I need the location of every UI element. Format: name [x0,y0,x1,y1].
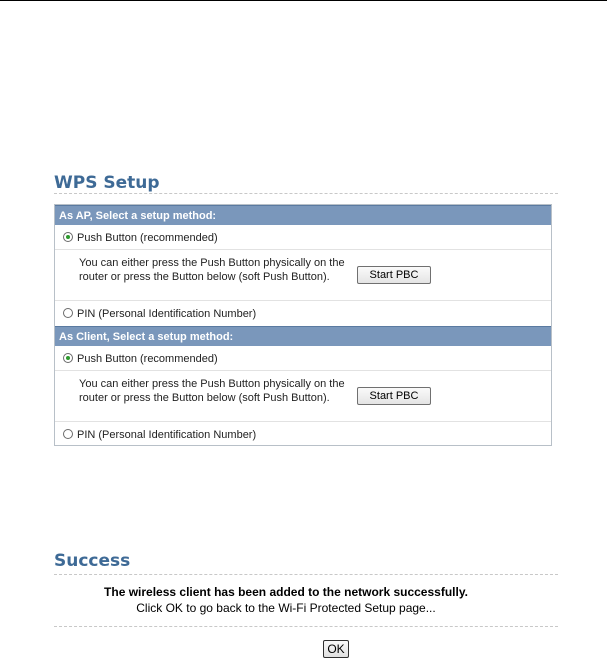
ap-push-button-option[interactable] [55,226,551,250]
wps-setup-panel [54,204,552,446]
wps-setup-title: WPS Setup [54,173,160,193]
client-push-button-label: Push Button (recommended) [77,353,218,365]
ap-pbc-description: You can either press the Push Button physically on the router or press the Button below (soft Push Button). [79,257,345,283]
success-message-bold: The wireless client has been added to the network successfully. [104,585,468,599]
success-bottom-divider [54,626,558,627]
ap-start-pbc-button[interactable]: Start PBC [357,266,431,284]
ok-button[interactable]: OK [323,640,349,658]
top-border [0,0,607,1]
title-divider [54,193,558,194]
success-title-divider [54,574,558,575]
ap-pin-radio[interactable] [63,308,73,318]
ap-pin-option[interactable] [55,302,551,326]
ap-push-button-label: Push Button (recommended) [77,232,218,244]
client-pin-label: PIN (Personal Identification Number) [77,429,257,441]
client-push-button-radio[interactable] [63,353,73,363]
ap-push-button-radio[interactable] [63,232,73,242]
ap-section-header: As AP, Select a setup method: [55,205,551,225]
success-message: Click OK to go back to the Wi-Fi Protected Setup page... [136,601,436,615]
ap-pin-label: PIN (Personal Identification Number) [77,308,257,320]
client-pin-option[interactable] [55,423,551,447]
client-pin-radio[interactable] [63,429,73,439]
success-title: Success [54,551,131,571]
ap-pbc-row [55,251,551,301]
client-push-button-option[interactable] [55,347,551,371]
client-start-pbc-button[interactable]: Start PBC [357,387,431,405]
client-pbc-row [55,372,551,422]
client-section-header: As Client, Select a setup method: [55,326,551,346]
client-pbc-description: You can either press the Push Button physically on the router or press the Button below (soft Push Button). [79,378,345,404]
